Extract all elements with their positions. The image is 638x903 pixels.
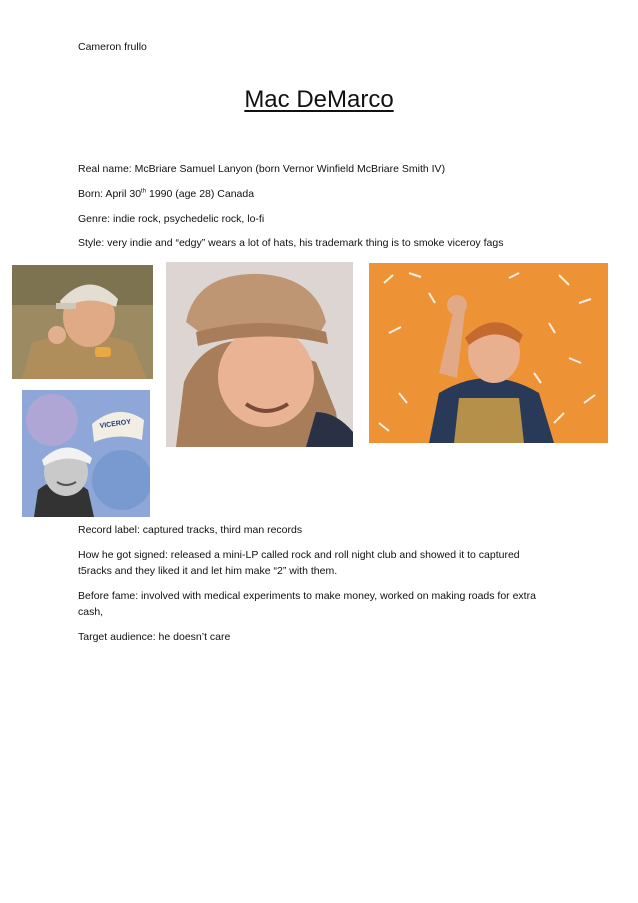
photo-beige-hat [166, 262, 353, 447]
photo-viceroy-cap [22, 390, 150, 517]
viceroy-cap-text: VICEROY [99, 418, 132, 430]
style-line: Style: very indie and “edgy” wears a lot of hats, his trademark thing is to smoke viceroy fags [78, 237, 504, 249]
born-prefix: Born: April 30 [78, 188, 142, 200]
how-signed-line-2: t5racks and they liked it and let him make “2” with them. [78, 565, 338, 577]
born-ordinal: th [141, 188, 147, 195]
born-suffix: 1990 (age 28) Canada [146, 188, 255, 200]
real-name-line: Real name: McBriare Samuel Lanyon (born Vernor Winfield McBriare Smith IV) [78, 163, 446, 175]
before-fame-line-2: cash, [78, 606, 104, 618]
how-signed-line-1: How he got signed: released a mini-LP called rock and roll night club and showed it to captured [78, 549, 520, 561]
photo-orange-cigarettes [369, 263, 608, 443]
page-title: Mac DeMarco [244, 86, 394, 113]
author-name: Cameron frullo [78, 41, 147, 53]
target-audience-line: Target audience: he doesn’t care [78, 631, 231, 643]
genre-line: Genre: indie rock, psychedelic rock, lo-fi [78, 213, 265, 225]
born-line [78, 186, 254, 202]
photo-tan-cap [12, 265, 153, 379]
record-label-line: Record label: captured tracks, third man records [78, 524, 303, 536]
before-fame-line-1: Before fame: involved with medical experiments to make money, worked on making roads for extra [78, 590, 536, 602]
